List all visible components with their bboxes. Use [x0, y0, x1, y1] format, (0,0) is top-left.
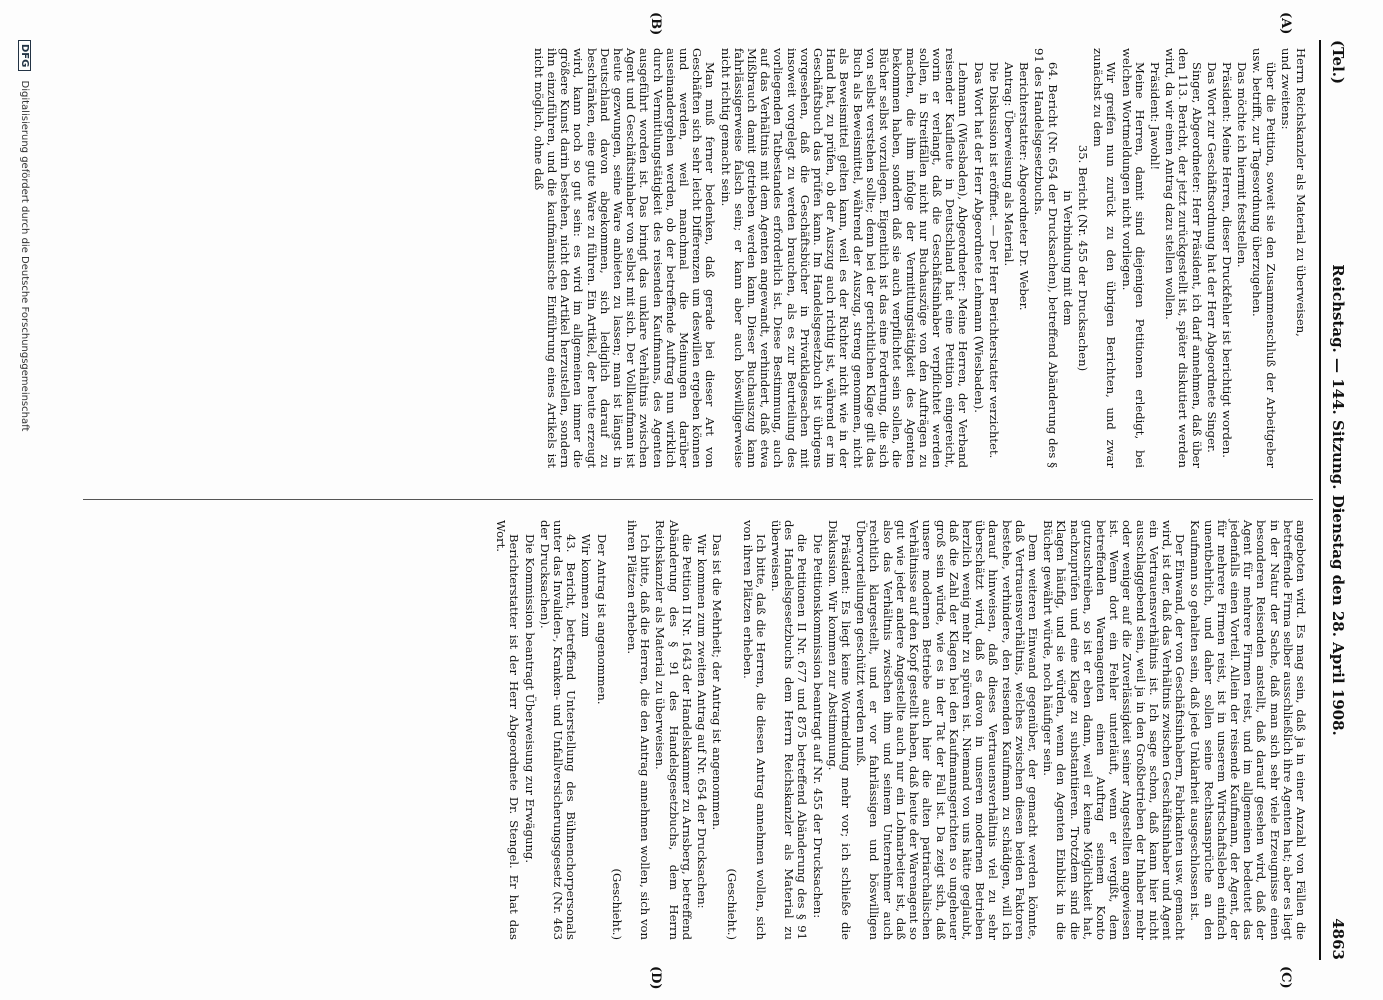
paragraph: die Petitionen II Nr. 677 und 875 betreffend Abänderung des § 91 des Handelsgesetzbuchs dem Herrn Reichskanzler als Material zu überweisen.	[769, 520, 810, 940]
paragraph: Wir kommen zum zweiten Antrag auf Nr. 654 der Drucksachen:	[695, 534, 710, 909]
paragraph: Singer, Abgeordneter: Herr Präsident, ich darf annehmen, daß über den 113. Bericht, der jetzt zurückgestellt ist, später diskutiert werden wird, da wir einen Antrag dazu stellen wollen.	[1163, 48, 1204, 468]
margin-mark-d: (D)	[648, 966, 663, 990]
paragraph: angeboten wird. Es mag sein, daß ja in einer Anzahl von Fällen die betreffende Firma selber ausschließlich ihre Agenten hat; aber es liegt in der Natur der Sache, daß man sich sehr viele Erzeugnisse einen besonderen Reisenden anstellt, daß darauf gesehen wird, daß der Agent für mehrere Firmen reist, und im allgemeinen bedeutet das jedenfalls einen Vorteil. Allein der reisende Kaufmann, der Agent, der für mehrere Firmen reist, ist in unserem Wirtschaftsleben einfach unentbehrlich, und daher sollen seine Rechtsansprüche an den Kaufmann so gehalten sein, daß jede Unklarheit ausgeschlossen ist.	[1188, 520, 1308, 940]
paragraph: und zweitens:	[1278, 48, 1293, 130]
paragraph: Wir kommen zum	[579, 534, 594, 638]
margin-mark-a: (A)	[1278, 12, 1293, 35]
right-column	[492, 520, 1307, 940]
left-column	[530, 48, 1307, 468]
paragraph: über die Petition, soweit sie den Zusammenschluß der Arbeitgeber usw. betrifft, zur Tagesordnung überzugehen.	[1250, 48, 1278, 468]
margin-mark-c: (C)	[1278, 966, 1293, 989]
paragraph: 43. Bericht, betreffend Unterstellung des Bühnenchorpersonals unter das Invaliden-, Kranken- und Unfallversicherungsgesetz (Nr. 463 der Drucksachen).	[537, 520, 579, 940]
paragraph: Der Einwand, der von Geschäftsinhabern, Fabrikanten usw. gemacht wird, ist der, daß das Verhältnis zwischen Geschäftsinhaber und Agent ein Vertrauensverhältnis ist. Ich sage schon, daß kann hier nicht ausschlaggebend sein, weil ja in den Großbetrieben der Inhaber mehr oder weniger auf die Zuverlässigkeit seiner Angestellten angewiesen ist. Wenn dort ein Fehler unterläuft, wenn er vergißt, dem betreffenden Warenagenten einen Auftrag seinem Konto gutzuschreiben, so ist er eben dann, weil er keine Möglichkeit hat, nachzuprüfen und eine Klage zu substantiieren. Trotzdem sind die Klagen häufig, und sie würden, wenn den Agenten Einblick in die Bücher gewährt würde, noch häufiger sein.	[1041, 520, 1188, 940]
footer	[18, 40, 31, 960]
paragraph: Die Kommission beantragt Überweisung zur Erwägung.	[522, 534, 537, 864]
paragraph: Das Wort zur Geschäftsordnung hat der Herr Abgeordnete Singer.	[1204, 62, 1219, 453]
paragraph: in Verbindung mit dem	[1060, 190, 1075, 326]
header-title: Reichstag. — 144. Sitzung. Dienstag den 28. April 1908.	[1329, 264, 1347, 736]
paragraph: Man muß ferner bedenken, daß gerade bei dieser Art von Geschäften sich sehr leicht Differenzen um deswillen ergeben können und werden, weil manchmal die Meinungen darüber auseinandergehen werden, ob der betreffende Auftrag nun wirklich durch Vermittlungstätigkeit des reisenden Kaufmanns, des Agenten ausgeführt worden ist. Das bringt das unklare Verhältnis zwischen Agent und Geschäftsinhaber von selbst mit sich. Der Vollkaufmann ist heute gezwungen, seine Ware anbieten zu lassen; man ist längst in Deutschland davon abgekommen, sich lediglich darauf zu beschränken, eine gute Ware zu führen. Ein Artikel, der heute erzeugt wird, kann noch so gut sein: es wird im allgemeinen immer die größere Kunst darin bestehen, nicht den Artikel herzustellen, sondern ihn einzuführen, und die kaufmännische Einführung eines Artikels ist nicht möglich, ohne daß	[531, 48, 718, 468]
paragraph: (Geschieht.)	[725, 868, 740, 940]
paragraph: Das ist die Mehrheit; der Antrag ist angenommen.	[710, 534, 725, 831]
paragraph: Präsident: Jawohl!	[1147, 62, 1162, 171]
footer-text: Digitalisierung gefördert durch die Deutsche Forschungsgemeinschaft	[19, 80, 30, 432]
margin-mark-b: (B)	[648, 12, 663, 36]
paragraph: Berichterstatter ist der Herr Abgeordnete Dr. Stengel. Er hat das Wort.	[494, 520, 522, 940]
header-rule	[1319, 40, 1321, 960]
paragraph: Das Wort hat der Herr Abgeordnete Lehmann (Wiesbaden).	[971, 62, 986, 413]
paragraph: Berichterstatter: Abgeordneter Dr. Weber.	[1017, 62, 1032, 311]
paragraph: 64. Bericht (Nr. 654 der Drucksachen), betreffend Abänderung des § 91 des Handelsgesetzbuchs.	[1032, 48, 1060, 468]
paragraph: Herrn Reichskanzler als Material zu überweisen,	[1294, 48, 1308, 337]
paragraph: Antrag: Überweisung als Material.	[1001, 62, 1016, 267]
dfg-logo: DFG	[18, 40, 31, 71]
paragraph: Dem weiteren Einwand gegenüber, der gemacht werden könnte, daß Vertrauensverhältnis, welches zwischen diesen beiden Faktoren bestehe, verhindere, den reisenden Kaufmann zu schädigen, will ich darauf hinweisen, daß dieses Vertrauensverhältnis viel zu sehr überschätzt wird, daß es davon in unseren modernen Betrieben herzlich wenig mehr zu spüren ist. Niemand von uns hätte geglaubt, daß die Zahl der Klagen bei den Kaufmannsgerichten so ungeheuer groß sein würde, wie es in der Tat der Fall ist. Da zeigt sich, daß unsere modernen Betriebe auch hier die alten patriarchalischen Verhältnisse auf den Kopf gestellt haben, daß heute der Warenagent so gut wie jeder andere Angestellte auch nur ein Lohnarbeiter ist, daß also das Verhältnis zwischen ihm und seinem Unternehmer auch rechtlich klargestellt, und er vor fahrlässigen und böswilligen Übervorteilungen geschützt werden muß.	[854, 520, 1040, 940]
paragraph: Lehmann (Wiesbaden), Abgeordneter: Meine Herren, der Verband reisender Kaufleute in Deutschland hat eine Petition eingereicht, worin er verlangt, daß die Geschäftsinhaber verpflichtet werden sollen, in Streitfällen nicht nur Buchauszüge von den Aufträgen zu machen, die ihm infolge der Vermittlungstätigkeit des Agenten bekommen haben, sondern daß sie auch verpflichtet sein sollen, die Bücher selbst vorzulegen. Eigentlich ist das eine Forderung, die sich von selbst verstehen sollte; denn bei der gerichtlichen Klage gilt das Buch als Beweismittel, während der Auszug, streng genommen, nicht als Beweismittel gelten kann, weil es der Richter nicht wie in der Hand hat, zu prüfen, ob der Auszug auch richtig ist, während er im Geschäftsbuch das prüfen kann. Im Handelsgesetzbuch ist übrigens vorgesehen, daß die Geschäftsbücher in Privatklagesachen mit insoweit vorgelegt zu werden brauchen, als es zur Beurteilung des vorliegenden Tatbestandes erforderlich ist. Diese Bestimmung, auch auf das Verhältnis mit dem Agenten angewandt, verhindert, daß etwa Mißbrauch damit getrieben werden kann. Dieser Buchauszug kann fahrlässigerweise falsch sein; er kann aber auch böswilligerweise nicht richtig gemacht sein.	[718, 48, 971, 468]
paragraph: (Geschieht.)	[609, 868, 624, 940]
paragraph: Der Antrag ist angenommen.	[594, 534, 609, 705]
paragraph: Wir greifen nun zurück zu den übrigen Berichten, und zwar zunächst zu dem	[1091, 48, 1119, 468]
paragraph: 35. Bericht (Nr. 455 der Drucksachen)	[1075, 144, 1090, 372]
page-number: 4863	[1329, 918, 1347, 960]
paragraph: Präsident: Meine Herren, dieser Druckfehler ist berichtigt worden.	[1219, 62, 1234, 458]
paragraph: Das möchte ich hiermit feststellen.	[1235, 62, 1250, 268]
paragraph: Präsident: Es liegt keine Wortmeldung mehr vor; ich schließe die Diskussion. Wir kommen zur Abstimmung.	[825, 520, 854, 940]
paragraph: Ich bitte, daß die Herren, die diesen Antrag annehmen wollen, sich von ihren Plätzen erheben.	[740, 520, 768, 940]
paragraph: Meine Herren, damit sind diejenigen Petitionen erledigt, bei welchen Wortmeldungen nicht vorliegen.	[1119, 48, 1147, 468]
paragraph: Ich bitte, daß die Herren, die den Antrag annehmen wollen, sich von ihren Plätzen erheben.	[625, 520, 653, 940]
header-left: (Tel.)	[1329, 40, 1347, 85]
paragraph: die Petition II Nr. 1643 der Handelskammer zu Arnsberg, betreffend Abänderung des § 91 des Handelsgesetzbuchs, dem Herrn Reichskanzler als Material zu überweisen.	[653, 520, 694, 940]
running-header	[1323, 40, 1353, 960]
paragraph: Die Diskussion ist eröffnet. — Der Herr Berichterstatter verzichtet.	[986, 62, 1001, 459]
paragraph: Die Petitionskommission beantragt auf Nr. 455 der Drucksachen:	[810, 534, 825, 919]
column-divider	[83, 499, 1313, 500]
